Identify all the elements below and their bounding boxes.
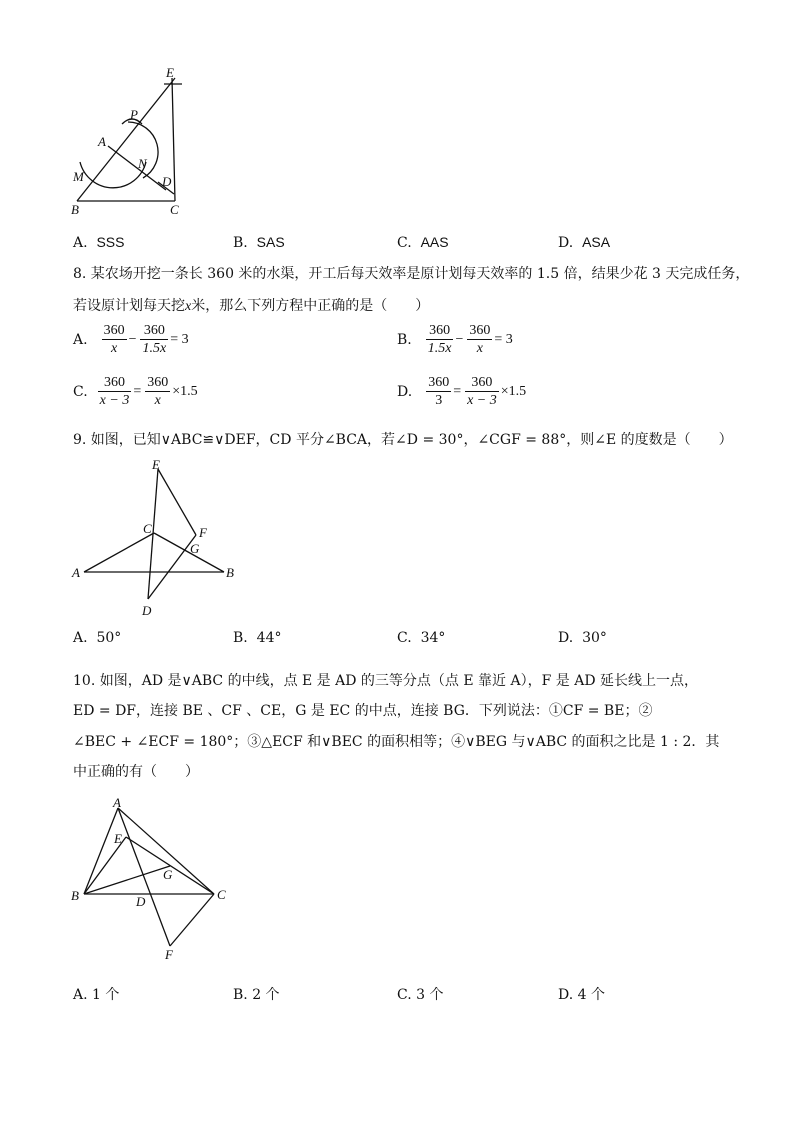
option-label: C. xyxy=(397,235,412,251)
option-text: 34° xyxy=(420,630,446,646)
option-label: B. xyxy=(233,235,248,251)
option-text: AAS xyxy=(420,234,449,250)
fraction: $\frac{360}{1.5x}$ xyxy=(142,323,167,356)
option-text: 44° xyxy=(256,630,282,646)
q7-option-a[interactable] xyxy=(73,234,124,251)
q9-option-d[interactable] xyxy=(558,630,607,646)
line-c-b xyxy=(154,533,224,572)
label-c: C xyxy=(143,521,152,536)
q9-option-a[interactable] xyxy=(73,630,121,646)
q8-option-d[interactable] xyxy=(397,374,528,409)
line-b-g xyxy=(84,866,170,894)
label-d: D xyxy=(162,174,172,189)
option-label: A. xyxy=(73,235,88,251)
fraction: $\frac{360}{x}$ xyxy=(469,323,491,356)
rhs: = 3 xyxy=(170,331,189,347)
label-f: F xyxy=(165,947,173,962)
q8-line2-post: 米，那么下列方程中正确的是（ ） xyxy=(191,298,430,314)
q7-option-c[interactable] xyxy=(397,234,449,251)
label-a: A xyxy=(72,565,80,580)
line-c-f xyxy=(170,894,214,946)
q8-option-c[interactable] xyxy=(73,374,200,409)
q9-option-b[interactable] xyxy=(233,630,281,646)
option-text: 50° xyxy=(96,630,122,646)
label-p: P xyxy=(130,107,138,122)
fraction: $\frac{360}{x - 3}$ xyxy=(467,375,497,408)
q7-option-b[interactable] xyxy=(233,234,285,251)
option-label: D. xyxy=(397,383,413,400)
operator: − xyxy=(128,331,137,347)
q9-option-c[interactable] xyxy=(397,630,445,646)
fraction: $\frac{360}{x}$ xyxy=(103,323,125,356)
fraction: $\frac{360}{1.5x}$ xyxy=(427,323,452,356)
q10-option-a[interactable] xyxy=(73,984,119,1004)
option-label: C. xyxy=(73,383,88,400)
q8-option-b[interactable] xyxy=(397,322,515,357)
label-c: C xyxy=(217,887,226,902)
option-label: D. xyxy=(558,630,574,646)
q8-stem-line1: 8. 某农场开挖一条长 360 米的水渠，开工后每天效率是原计划每天效率的 1.5 倍，结果少花 3 天完成任务， xyxy=(73,266,750,282)
q10-option-c[interactable] xyxy=(397,984,443,1004)
rhs: ×1.5 xyxy=(172,383,198,399)
rhs: ×1.5 xyxy=(500,383,527,399)
line-c-e xyxy=(172,78,175,201)
label-b: B xyxy=(71,202,79,217)
option-text: SAS xyxy=(256,234,285,250)
line-a-b xyxy=(84,808,118,894)
label-b: B xyxy=(226,565,234,580)
option-label: C. xyxy=(397,987,412,1003)
operator: = xyxy=(133,383,142,399)
option-text: 30° xyxy=(582,630,607,646)
option-label: A. xyxy=(73,331,88,348)
label-a: A xyxy=(113,796,121,810)
option-label: C. xyxy=(397,630,412,646)
rhs: = 3 xyxy=(494,331,513,347)
label-n: N xyxy=(138,156,147,171)
label-m: M xyxy=(73,169,84,184)
label-e: E xyxy=(166,66,174,80)
option-text: 2 个 xyxy=(252,987,280,1003)
q10-option-d[interactable] xyxy=(558,984,605,1004)
option-text: SSS xyxy=(96,234,125,250)
label-d: D xyxy=(136,894,146,909)
fraction: $\frac{360}{3}$ xyxy=(428,375,450,408)
q10-stem-line1: 10. 如图，AD 是∨ABC 的中线，点 E 是 AD 的三等分点（点 E 靠近 A），F 是 AD 延长线上一点， xyxy=(73,673,699,689)
option-label: B. xyxy=(233,987,248,1003)
label-g: G xyxy=(163,867,173,882)
q8-option-a[interactable] xyxy=(73,322,191,357)
option-label: D. xyxy=(558,235,574,251)
option-label: B. xyxy=(397,331,412,348)
label-g: G xyxy=(190,541,200,556)
label-f: F xyxy=(199,525,207,540)
line-a-d xyxy=(108,146,166,190)
option-text: 3 个 xyxy=(416,987,444,1003)
q8-line2-pre: 若设原计划每天挖 xyxy=(73,298,185,314)
label-c: C xyxy=(170,202,179,217)
line-b-e xyxy=(77,78,175,201)
q8-variable-x: x xyxy=(185,299,192,314)
option-text: 4 个 xyxy=(577,987,605,1003)
fraction: $\frac{360}{x}$ xyxy=(147,375,169,408)
q9-stem: 9. 如图，已知∨ABC≌∨DEF，CD 平分∠BCA，若∠D = 30°，∠CGF = 88°，则∠E 的度数是（ ） xyxy=(73,432,733,448)
label-a: A xyxy=(98,134,106,149)
q10-stem-line4: 中正确的有（ ） xyxy=(73,764,199,780)
label-b: B xyxy=(71,888,79,903)
label-e: E xyxy=(152,457,160,472)
option-text: 1 个 xyxy=(92,987,120,1003)
line-e-f xyxy=(158,469,196,535)
fraction: $\frac{360}{x - 3}$ xyxy=(99,375,130,408)
q7-option-d[interactable] xyxy=(558,234,610,251)
line-a-c xyxy=(84,533,154,572)
q10-option-b[interactable] xyxy=(233,984,280,1004)
line-f-d xyxy=(148,535,196,599)
q10-stem-line2: ED = DF，连接 BE 、CF 、CE，G 是 EC 的中点，连接 BG．下列说法：①CF = BE；② xyxy=(73,703,653,719)
operator: = xyxy=(453,383,462,399)
option-label: A. xyxy=(73,987,88,1003)
q10-stem-line3: ∠BEC + ∠ECF = 180°；③△ECF 和∨BEC 的面积相等；④∨BEG 与∨ABC 的面积之比是 1 : 2．其 xyxy=(73,734,720,750)
label-d: D xyxy=(142,603,152,618)
option-label: B. xyxy=(233,630,248,646)
label-e: E xyxy=(114,831,122,846)
q8-stem-line2 xyxy=(73,296,429,317)
option-text: ASA xyxy=(582,234,611,250)
option-label: D. xyxy=(558,987,574,1003)
operator: − xyxy=(455,331,464,347)
figure-q10 xyxy=(66,796,236,966)
figure-q9 xyxy=(66,454,246,622)
figure-q7 xyxy=(60,66,200,218)
option-label: A. xyxy=(73,630,88,646)
